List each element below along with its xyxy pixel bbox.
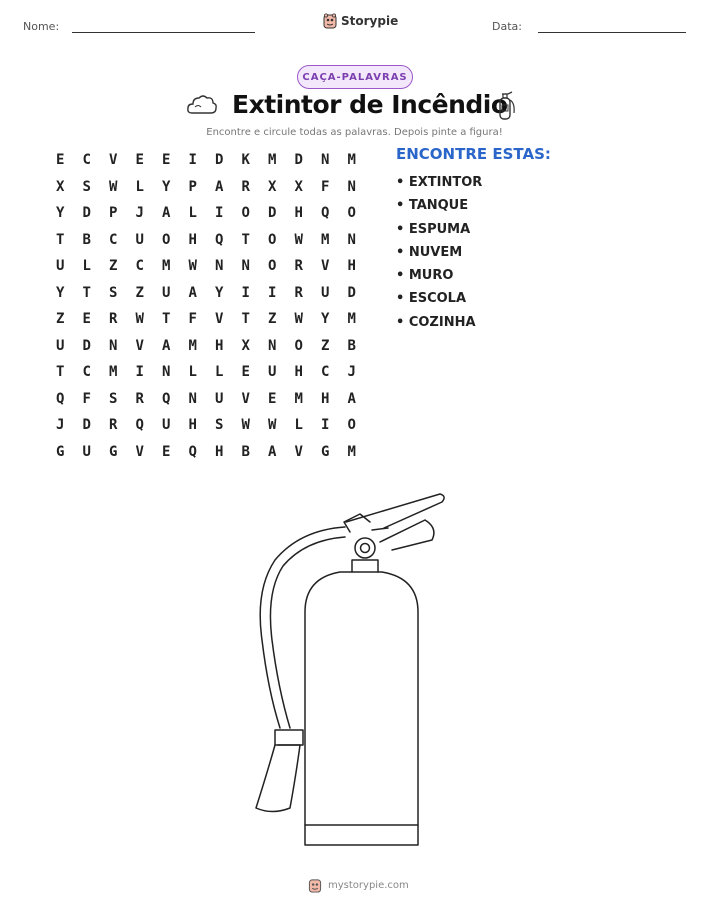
grid-letter: H — [321, 390, 330, 407]
grid-letter: M — [347, 152, 356, 169]
grid-letter: W — [294, 311, 303, 328]
word-list — [396, 145, 551, 334]
grid-letter: X — [241, 337, 250, 354]
grid-letter: D — [82, 337, 91, 354]
grid-letter: Q — [188, 443, 197, 460]
grid-letter: E — [241, 364, 250, 381]
grid-letter: T — [56, 231, 65, 248]
grid-letter: Y — [321, 311, 330, 328]
grid-letter: Y — [56, 205, 65, 222]
grid-letter: W — [188, 258, 197, 275]
grid-letter: L — [188, 364, 197, 381]
grid-letter: Q — [162, 390, 171, 407]
word-item: • EXTINTOR — [396, 175, 483, 190]
grid-row — [47, 412, 365, 439]
grid-letter: N — [162, 364, 171, 381]
grid-letter: U — [321, 284, 330, 301]
grid-letter: L — [82, 258, 91, 275]
grid-row — [47, 147, 365, 174]
grid-letter: S — [82, 178, 91, 195]
grid-letter: W — [268, 417, 277, 434]
grid-letter: Q — [321, 205, 330, 222]
grid-letter: Y — [162, 178, 171, 195]
grid-letter: O — [347, 205, 356, 222]
grid-row — [47, 386, 365, 413]
grid-letter: A — [162, 337, 171, 354]
storypie-logo-icon — [323, 13, 337, 29]
grid-letter: X — [56, 178, 65, 195]
grid-letter: X — [268, 178, 277, 195]
grid-letter: I — [268, 284, 277, 301]
grid-letter: U — [82, 443, 91, 460]
grid-letter: V — [241, 390, 250, 407]
grid-letter: D — [82, 417, 91, 434]
grid-letter: K — [241, 152, 250, 169]
name-line — [72, 32, 255, 33]
grid-letter: B — [347, 337, 356, 354]
grid-letter: M — [321, 231, 330, 248]
grid-letter: P — [188, 178, 197, 195]
grid-letter: U — [215, 390, 224, 407]
grid-letter: I — [188, 152, 197, 169]
fire-extinguisher-icon — [496, 91, 518, 121]
word-item: • ESPUMA — [396, 221, 471, 237]
grid-letter: B — [241, 443, 250, 460]
grid-letter: F — [188, 311, 197, 328]
grid-letter: V — [215, 311, 224, 328]
grid-letter: M — [162, 258, 171, 275]
word-list-title: ENCONTRE ESTAS: — [396, 145, 551, 163]
category-badge: CAÇA-PALAVRAS — [297, 65, 413, 89]
grid-letter: H — [294, 364, 303, 381]
grid-letter: I — [215, 205, 224, 222]
brand — [323, 13, 398, 29]
grid-letter: R — [294, 258, 303, 275]
grid-letter: R — [294, 284, 303, 301]
grid-letter: G — [321, 443, 330, 460]
grid-letter: U — [162, 417, 171, 434]
grid-letter: D — [215, 152, 224, 169]
grid-letter: A — [215, 178, 224, 195]
grid-letter: I — [135, 364, 144, 381]
grid-letter: N — [215, 258, 224, 275]
grid-letter: R — [135, 390, 144, 407]
grid-letter: U — [56, 258, 65, 275]
grid-letter: L — [188, 205, 197, 222]
grid-letter: H — [294, 205, 303, 222]
grid-letter: E — [56, 152, 65, 169]
name-label: Nome: — [23, 20, 60, 33]
grid-letter: Z — [268, 311, 277, 328]
grid-letter: L — [135, 178, 144, 195]
grid-letter: C — [135, 258, 144, 275]
grid-letter: P — [109, 205, 118, 222]
date-line — [538, 32, 686, 33]
grid-letter: U — [162, 284, 171, 301]
grid-letter: V — [294, 443, 303, 460]
grid-letter: D — [347, 284, 356, 301]
grid-row — [47, 306, 365, 333]
grid-letter: E — [268, 390, 277, 407]
grid-row — [47, 253, 365, 280]
grid-letter: A — [347, 390, 356, 407]
grid-row — [47, 227, 365, 254]
grid-letter: N — [268, 337, 277, 354]
grid-letter: Q — [56, 390, 65, 407]
grid-letter: S — [109, 390, 118, 407]
grid-letter: V — [109, 152, 118, 169]
grid-letter: W — [241, 417, 250, 434]
grid-letter: Y — [215, 284, 224, 301]
grid-letter: C — [321, 364, 330, 381]
grid-letter: Z — [109, 258, 118, 275]
grid-letter: H — [215, 443, 224, 460]
grid-letter: R — [241, 178, 250, 195]
grid-letter: E — [162, 443, 171, 460]
word-search-grid — [47, 147, 365, 465]
grid-letter: M — [294, 390, 303, 407]
grid-letter: I — [241, 284, 250, 301]
grid-letter: Z — [56, 311, 65, 328]
grid-letter: D — [294, 152, 303, 169]
grid-letter: M — [347, 443, 356, 460]
grid-letter: R — [109, 417, 118, 434]
grid-letter: O — [294, 337, 303, 354]
grid-letter: F — [82, 390, 91, 407]
grid-letter: G — [56, 443, 65, 460]
cloud-icon — [186, 93, 218, 117]
fire-extinguisher-illustration — [240, 488, 460, 858]
grid-letter: C — [82, 364, 91, 381]
grid-letter: W — [109, 178, 118, 195]
grid-letter: H — [347, 258, 356, 275]
word-item: • MURO — [396, 268, 454, 284]
grid-letter: Y — [56, 284, 65, 301]
grid-letter: J — [347, 364, 356, 381]
grid-letter: A — [188, 284, 197, 301]
grid-letter: O — [162, 231, 171, 248]
grid-letter: H — [215, 337, 224, 354]
word-item: • TANQUE — [396, 198, 469, 214]
grid-letter: S — [109, 284, 118, 301]
grid-letter: W — [294, 231, 303, 248]
grid-letter: O — [268, 231, 277, 248]
grid-letter: N — [347, 231, 356, 248]
grid-letter: L — [215, 364, 224, 381]
grid-row — [47, 359, 365, 386]
grid-letter: N — [347, 178, 356, 195]
grid-letter: W — [135, 311, 144, 328]
grid-letter: T — [56, 364, 65, 381]
grid-row — [47, 280, 365, 307]
grid-letter: N — [188, 390, 197, 407]
grid-letter: M — [347, 311, 356, 328]
grid-letter: M — [188, 337, 197, 354]
grid-letter: Q — [135, 417, 144, 434]
grid-letter: V — [135, 443, 144, 460]
grid-letter: N — [241, 258, 250, 275]
grid-letter: O — [347, 417, 356, 434]
grid-letter: S — [215, 417, 224, 434]
grid-letter: X — [294, 178, 303, 195]
grid-letter: V — [135, 337, 144, 354]
word-item: • COZINHA — [396, 314, 476, 330]
brand-name: Storypie — [341, 14, 399, 28]
grid-letter: E — [162, 152, 171, 169]
grid-letter: O — [268, 258, 277, 275]
grid-letter: E — [82, 311, 91, 328]
grid-letter: L — [294, 417, 303, 434]
grid-letter: N — [109, 337, 118, 354]
grid-letter: H — [188, 231, 197, 248]
instructions: Encontre e circule todas as palavras. Depois pinte a figura! — [206, 127, 503, 138]
grid-letter: Q — [215, 231, 224, 248]
word-item: • NUVEM — [396, 244, 463, 260]
grid-row — [47, 200, 365, 227]
footer-url: mystorypie.com — [328, 880, 409, 891]
grid-letter: T — [241, 231, 250, 248]
grid-letter: R — [109, 311, 118, 328]
grid-letter: N — [321, 152, 330, 169]
grid-letter: A — [162, 205, 171, 222]
grid-letter: M — [268, 152, 277, 169]
grid-letter: B — [82, 231, 91, 248]
word-item: • ESCOLA — [396, 291, 467, 307]
grid-letter: Z — [135, 284, 144, 301]
grid-row — [47, 439, 365, 466]
grid-letter: G — [109, 443, 118, 460]
grid-letter: U — [135, 231, 144, 248]
grid-letter: T — [162, 311, 171, 328]
grid-letter: T — [241, 311, 250, 328]
grid-letter: M — [109, 364, 118, 381]
storypie-logo-icon — [308, 878, 322, 893]
grid-letter: C — [82, 152, 91, 169]
grid-letter: C — [109, 231, 118, 248]
page-title: Extintor de Incêndio — [232, 90, 508, 119]
grid-letter: H — [188, 417, 197, 434]
grid-letter: J — [56, 417, 65, 434]
grid-letter: D — [82, 205, 91, 222]
grid-row — [47, 333, 365, 360]
grid-letter: U — [268, 364, 277, 381]
date-label: Data: — [492, 20, 522, 33]
grid-letter: D — [268, 205, 277, 222]
grid-letter: T — [82, 284, 91, 301]
footer — [308, 878, 409, 893]
grid-letter: Z — [321, 337, 330, 354]
grid-letter: V — [321, 258, 330, 275]
grid-letter: A — [268, 443, 277, 460]
grid-letter: O — [241, 205, 250, 222]
grid-letter: I — [321, 417, 330, 434]
grid-letter: U — [56, 337, 65, 354]
grid-row — [47, 174, 365, 201]
grid-letter: J — [135, 205, 144, 222]
grid-letter: F — [321, 178, 330, 195]
grid-letter: E — [135, 152, 144, 169]
